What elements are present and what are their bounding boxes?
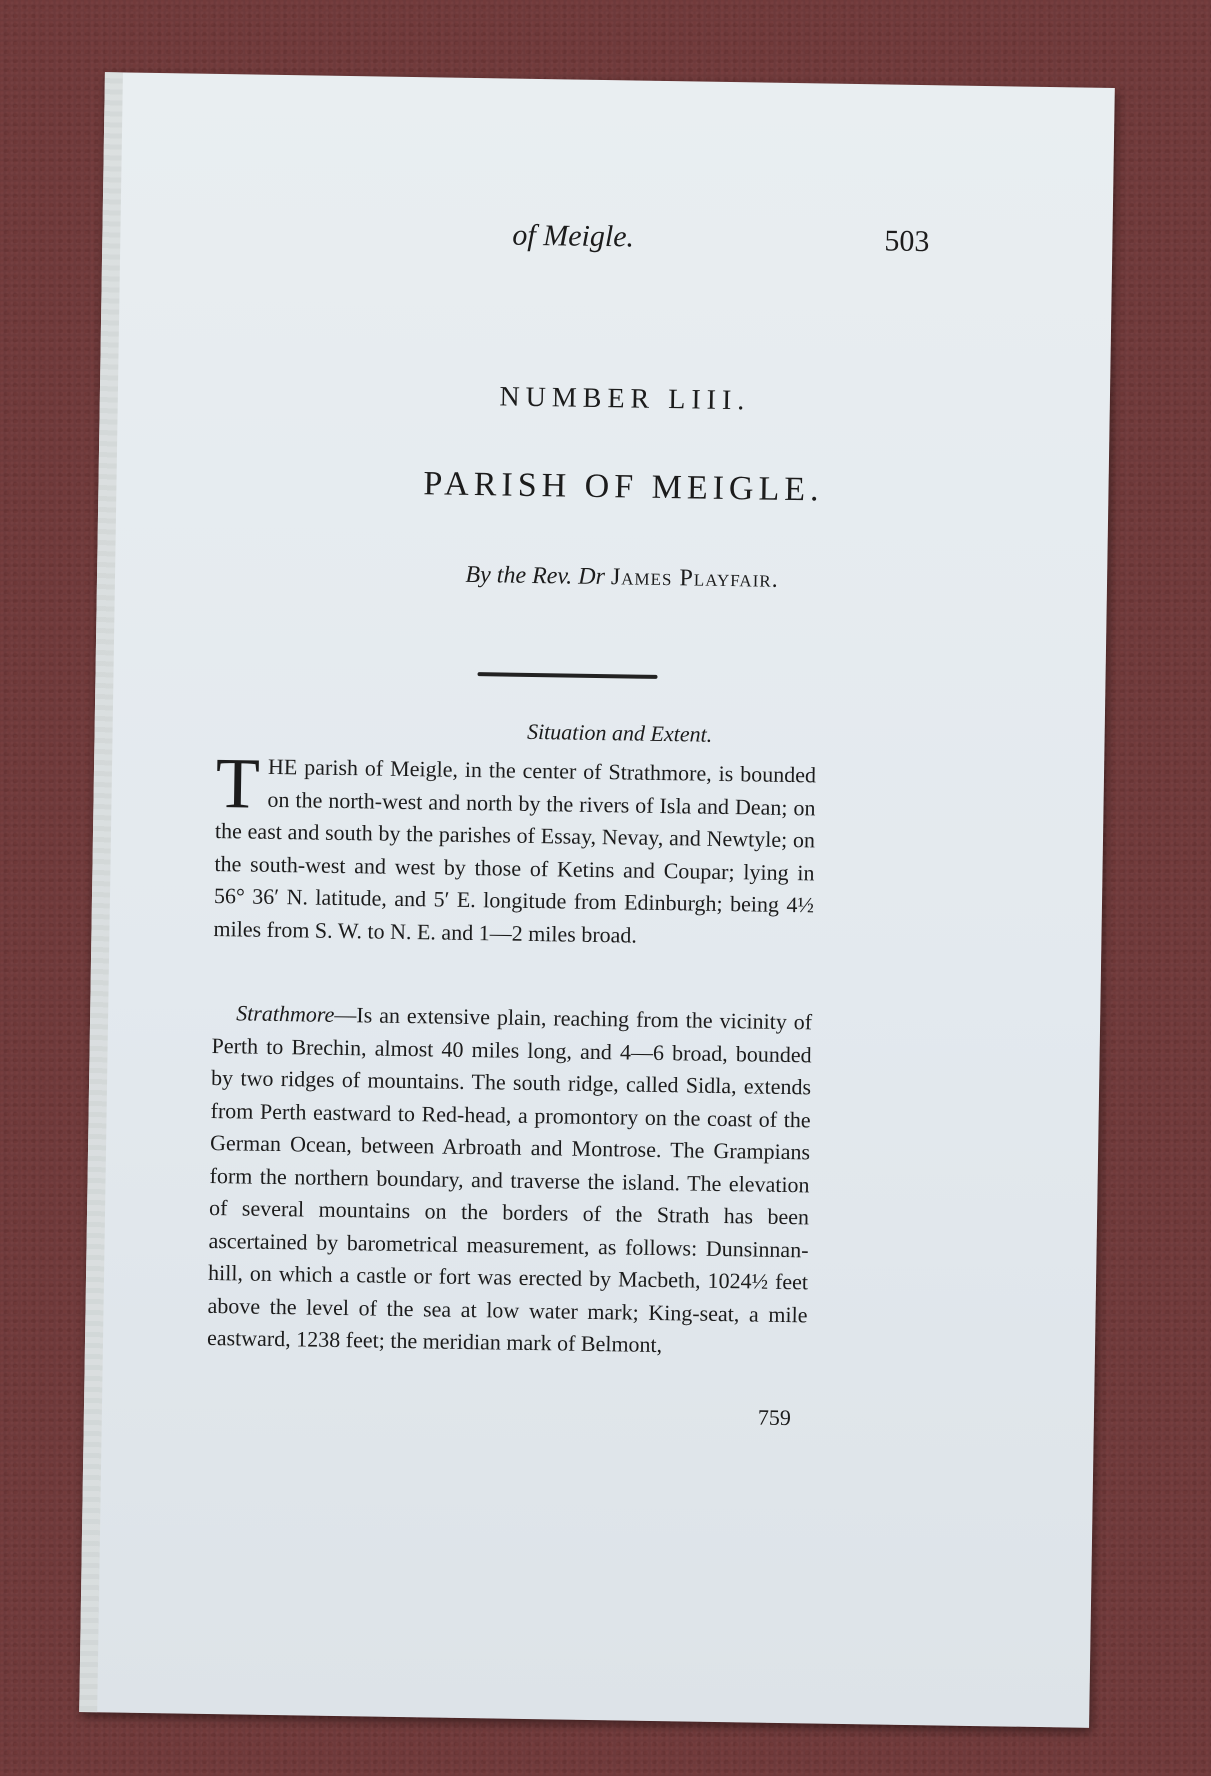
paragraph-strathmore [207,997,813,1364]
running-head-title: of Meigle. [512,218,635,254]
page-number: 503 [884,224,930,259]
paragraph-situation-text: HE parish of Meigle, in the center of Strathmore, is bounded on the north-west and north by the rivers of Isla and Dean; on the east and south by the parishes of Essay, Nevay, and Newtyle; on the south-west and west by those of Ketins and Coupar; lying in 56° 36′ N. latitude, and 5′ E. longitude from Edinburgh; being 4½ miles from S. W. to N. E. and 1—2 miles broad. [213,753,817,948]
number-heading: NUMBER LIII. [499,381,751,417]
paragraph-strathmore-text: —Is an extensive plain, reaching from the vicinity of Perth to Brechin, almost 40 miles long, and 4—6 broad, bounded by two ridges of mountains. The south ridge, called Sidla, extends from Perth eastward to Red-head, a promontory on the coast of the German Ocean, between Arbroath and Montrose. The Grampians form the northern boundary, and traverse the island. The elevation of several mountains on the borders of the Strath has been ascertained by barometrical measurement, as follows: Dunsinnan-hill, on which a castle or fort was erected by Macbeth, 1024½ feet above the level of the sea at low water mark; King-seat, a mile eastward, 1238 feet; the meridian mark of Belmont, [206,1001,813,1358]
byline-prefix: By the Rev. Dr [465,561,606,591]
heading-rule [478,672,658,679]
drop-cap: T [215,743,261,824]
paragraph-situation [213,743,817,954]
byline-author: James Playfair. [610,564,779,593]
section-heading: Situation and Extent. [526,718,713,747]
parish-heading: PARISH OF MEIGLE. [423,465,824,509]
document-page [79,72,1115,1728]
running-head [102,212,1113,268]
signature-mark: 759 [757,1404,792,1431]
byline [97,556,1127,599]
paragraph-lead-word: Strathmore [235,1000,335,1027]
